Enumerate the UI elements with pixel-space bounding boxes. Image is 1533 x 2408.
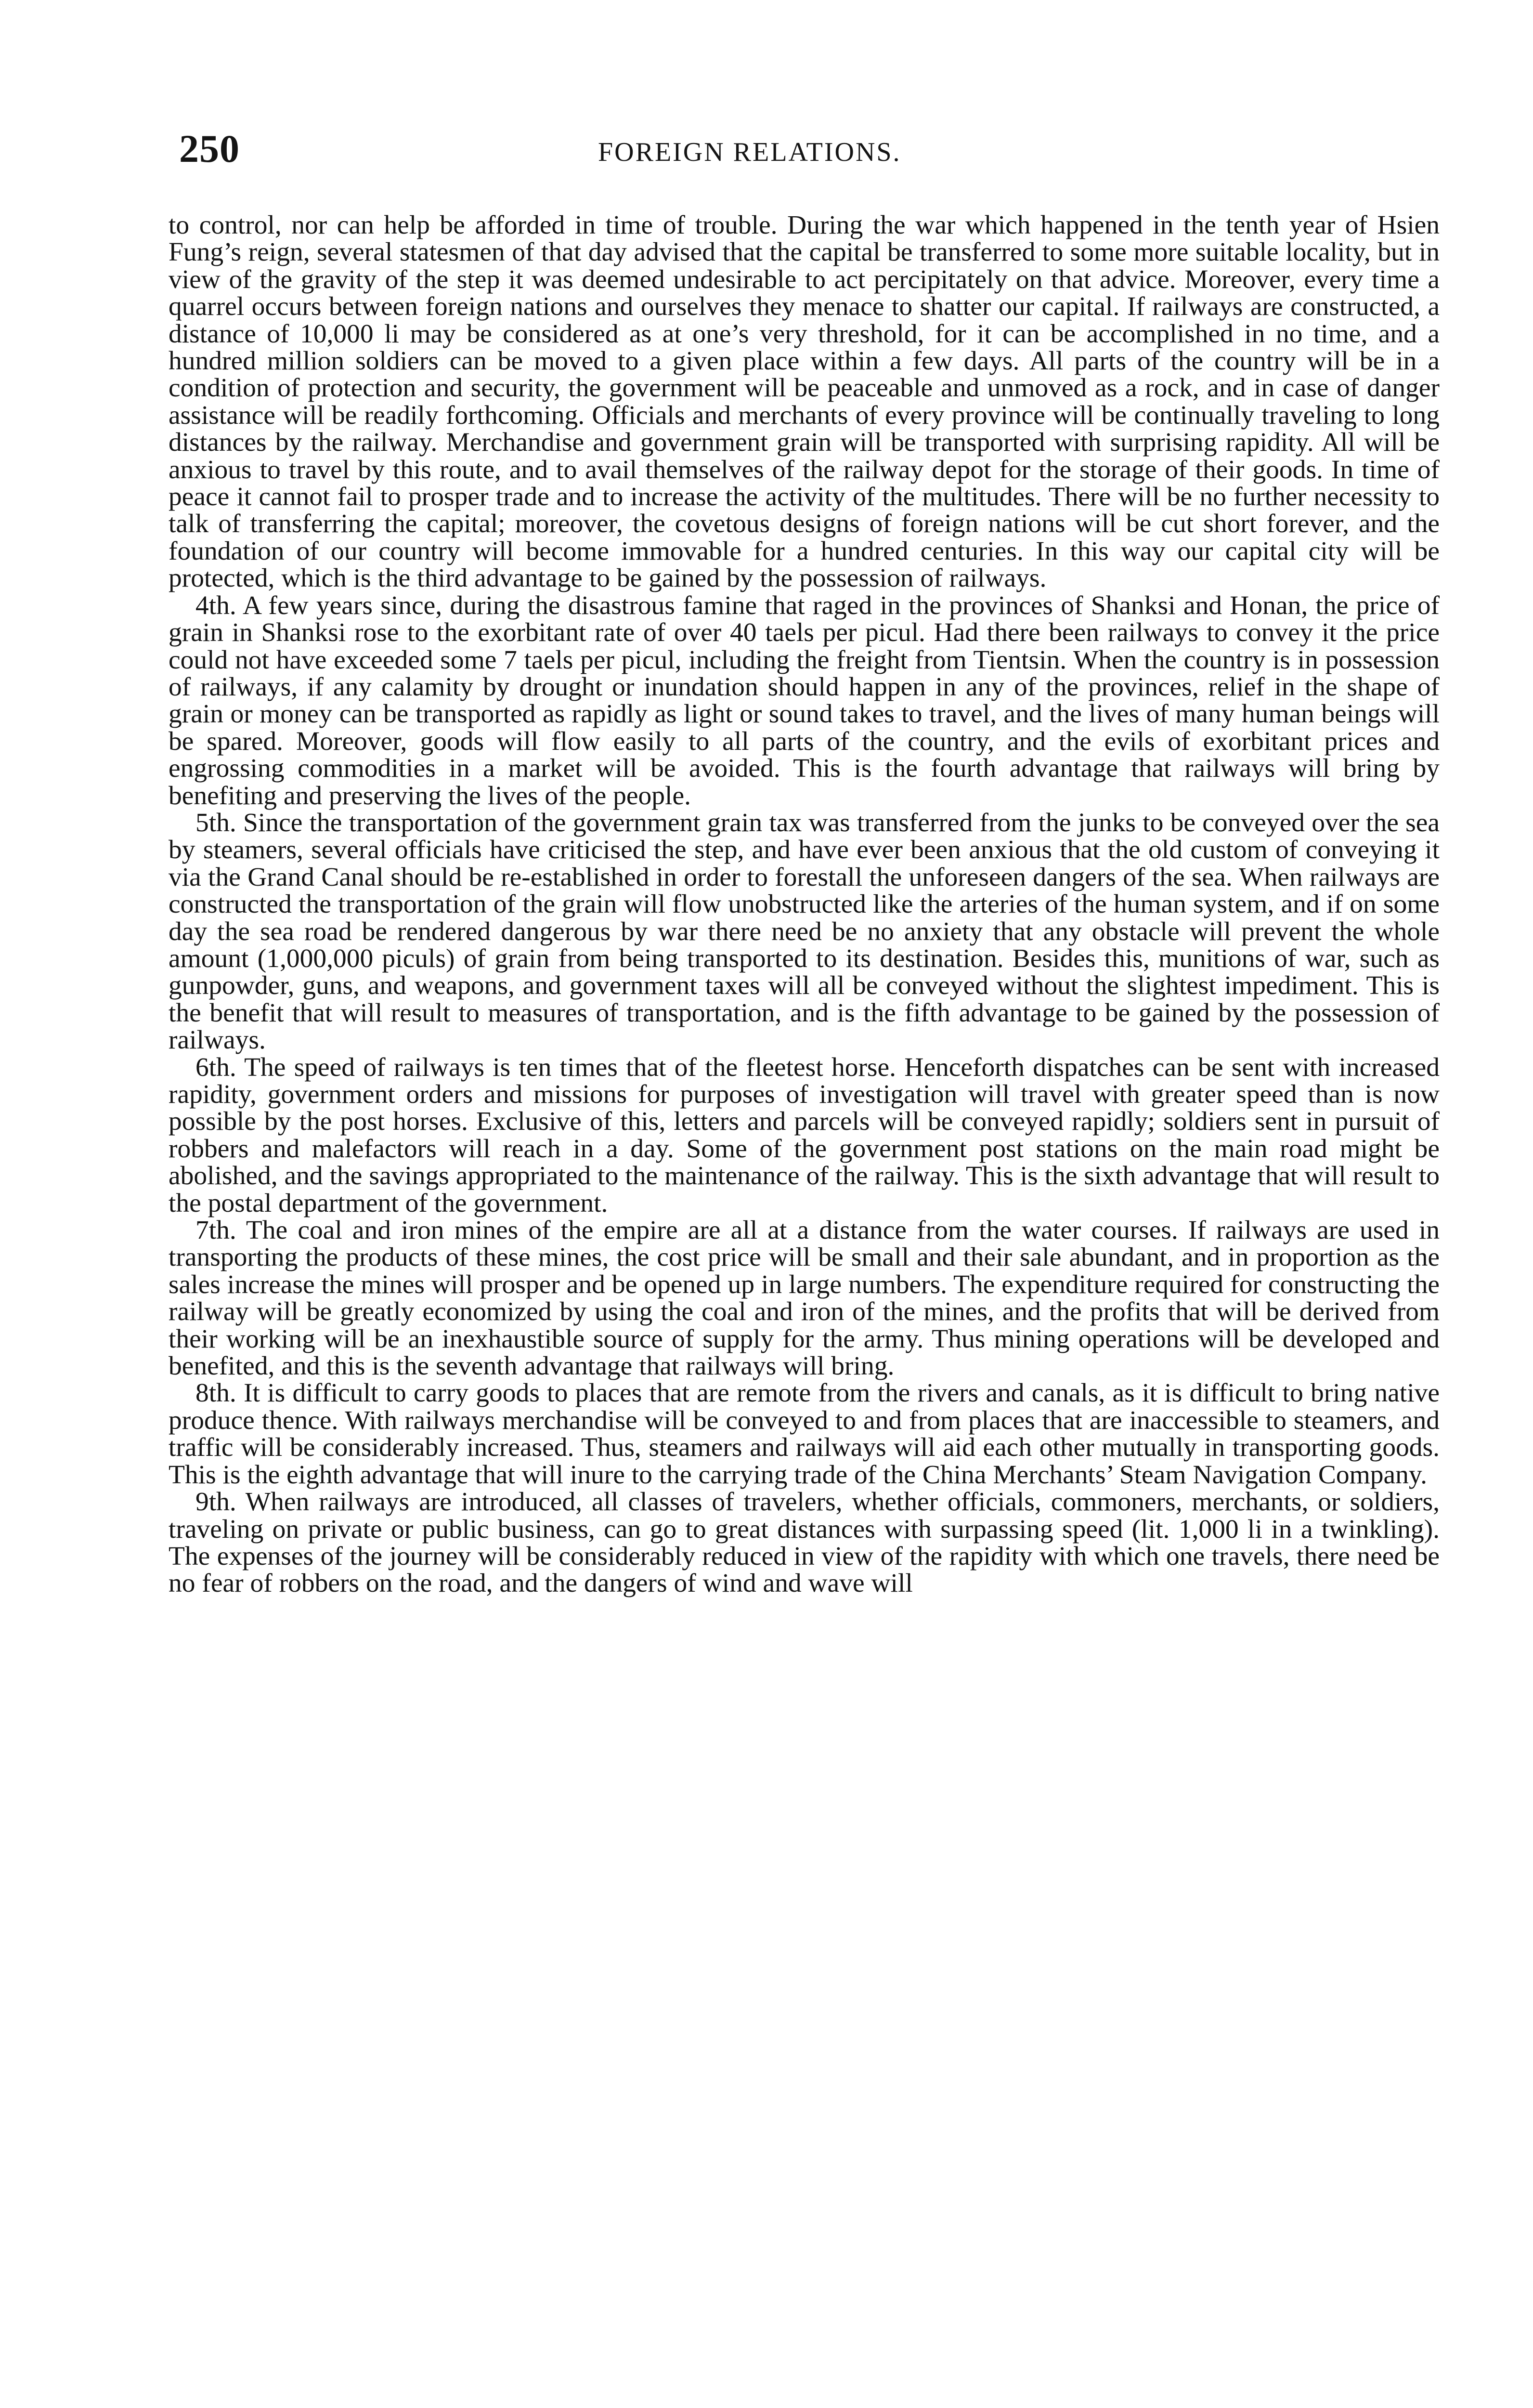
body-text bbox=[169, 212, 1440, 1597]
running-title: FOREIGN RELATIONS. bbox=[598, 137, 901, 167]
paragraph-sixth-advantage: 6th. The speed of railways is ten times that of the fleetest horse. Henceforth dispatches can be sent with increased rapidity, government orders and missions for purposes of investigation will travel with greater speed than is now possible by the post horses. Exclusive of this, letters and parcels will be conveyed rapidly; soldiers sent in pursuit of robbers and malefactors will reach in a day. Some of the government post stations on the main road might be abolished, and the savings appropriated to the maintenance of the railway. This is the sixth advantage that will result to the postal department of the government. bbox=[169, 1052, 1440, 1218]
page-number: 250 bbox=[179, 127, 240, 170]
paragraph-fourth-advantage: 4th. A few years since, during the disastrous famine that raged in the provinces of Shanksi and Honan, the price of grain in Shanksi rose to the exorbitant rate of over 40 taels per picul. Had there been railways to convey it the price could not have exceeded some 7 taels per picul, including the freight from Tientsin. When the country is in possession of railways, if any calamity by drought or inundation should happen in any of the provinces, relief in the shape of grain or money can be transported as rapidly as light or sound takes to travel, and the lives of many human beings will be spared. Moreover, goods will flow easily to all parts of the country, and the evils of exorbitant prices and engrossing commodities in a market will be avoided. This is the fourth advantage that railways will bring by benefiting and preserving the lives of the people. bbox=[169, 590, 1440, 811]
page-header bbox=[179, 126, 1440, 184]
paragraph-continuation: to control, nor can help be afforded in time of trouble. During the war which happened in the tenth year of Hsien Fung’s reign, several statesmen of that day advised that the capital be transferred to some more suitable locality, but in view of the gravity of the step it was deemed undesirable to act percipitately on that advice. Moreover, every time a quarrel occurs between foreign nations and ourselves they menace to shatter our capital. If railways are constructed, a distance of 10,000 li may be considered as at one’s very threshold, for it can be accomplished in no time, and a hundred million soldiers can be moved to a given place within a few days. All parts of the country will be in a condition of protection and security, the government will be peaceable and unmoved as a rock, and in case of danger assistance will be readily forthcoming. Officials and merchants of every province will be continually traveling to long distances by the railway. Merchandise and government grain will be transported with surprising rapidity. All will be anxious to travel by this route, and to avail themselves of the railway depot for the storage of their goods. In time of peace it cannot fail to prosper trade and to increase the activity of the multitudes. There will be no further necessity to talk of transferring the capital; moreover, the covetous designs of foreign nations will be cut short forever, and the foundation of our country will become immovable for a hundred centuries. In this way our capital city will be protected, which is the third advantage to be gained by the possession of railways. bbox=[169, 210, 1440, 593]
paragraph-ninth-advantage: 9th. When railways are introduced, all classes of travelers, whether officials, commoners, merchants, or soldiers, traveling on private or public business, can go to great distances with surpassing speed (lit. 1,000 li in a twinkling). The expenses of the journey will be considerably reduced in view of the rapidity with which one travels, there need be no fear of robbers on the road, and the dangers of wind and wave will bbox=[169, 1487, 1440, 1598]
paragraph-seventh-advantage: 7th. The coal and iron mines of the empire are all at a distance from the water courses. If railways are used in transporting the products of these mines, the cost price will be small and their sale abundant, and in proportion as the sales increase the mines will prosper and be opened up in large numbers. The expenditure required for constructing the railway will be greatly economized by using the coal and iron of the mines, and the profits that will be derived from their working will be an inexhaustible source of supply for the army. Thus mining operations will be developed and benefited, and this is the seventh advantage that railways will bring. bbox=[169, 1216, 1440, 1381]
paragraph-eighth-advantage: 8th. It is difficult to carry goods to places that are remote from the rivers and canals, as it is difficult to bring native produce thence. With railways merchandise will be conveyed to and from places that are inaccessible to steamers, and traffic will be considerably increased. Thus, steamers and railways will aid each other mutually in transporting goods. This is the eighth advantage that will inure to the carrying trade of the China Merchants’ Steam Navigation Company. bbox=[169, 1378, 1440, 1490]
paragraph-fifth-advantage: 5th. Since the transportation of the government grain tax was transferred from the junks to be conveyed over the sea by steamers, several officials have criticised the step, and have ever been anxious that the old custom of conveying it via the Grand Canal should be re-established in order to forestall the unforeseen dangers of the sea. When railways are constructed the transportation of the grain will flow unobstructed like the arteries of the human system, and if on some day the sea road be rendered dangerous by war there need be no anxiety that any obstacle will prevent the whole amount (1,000,000 piculs) of grain from being transported to its destination. Besides this, munitions of war, such as gunpowder, guns, and weapons, and government taxes will all be conveyed without the slightest impediment. This is the benefit that will result to measures of transportation, and is the fifth advantage to be gained by the possession of railways. bbox=[169, 808, 1440, 1055]
